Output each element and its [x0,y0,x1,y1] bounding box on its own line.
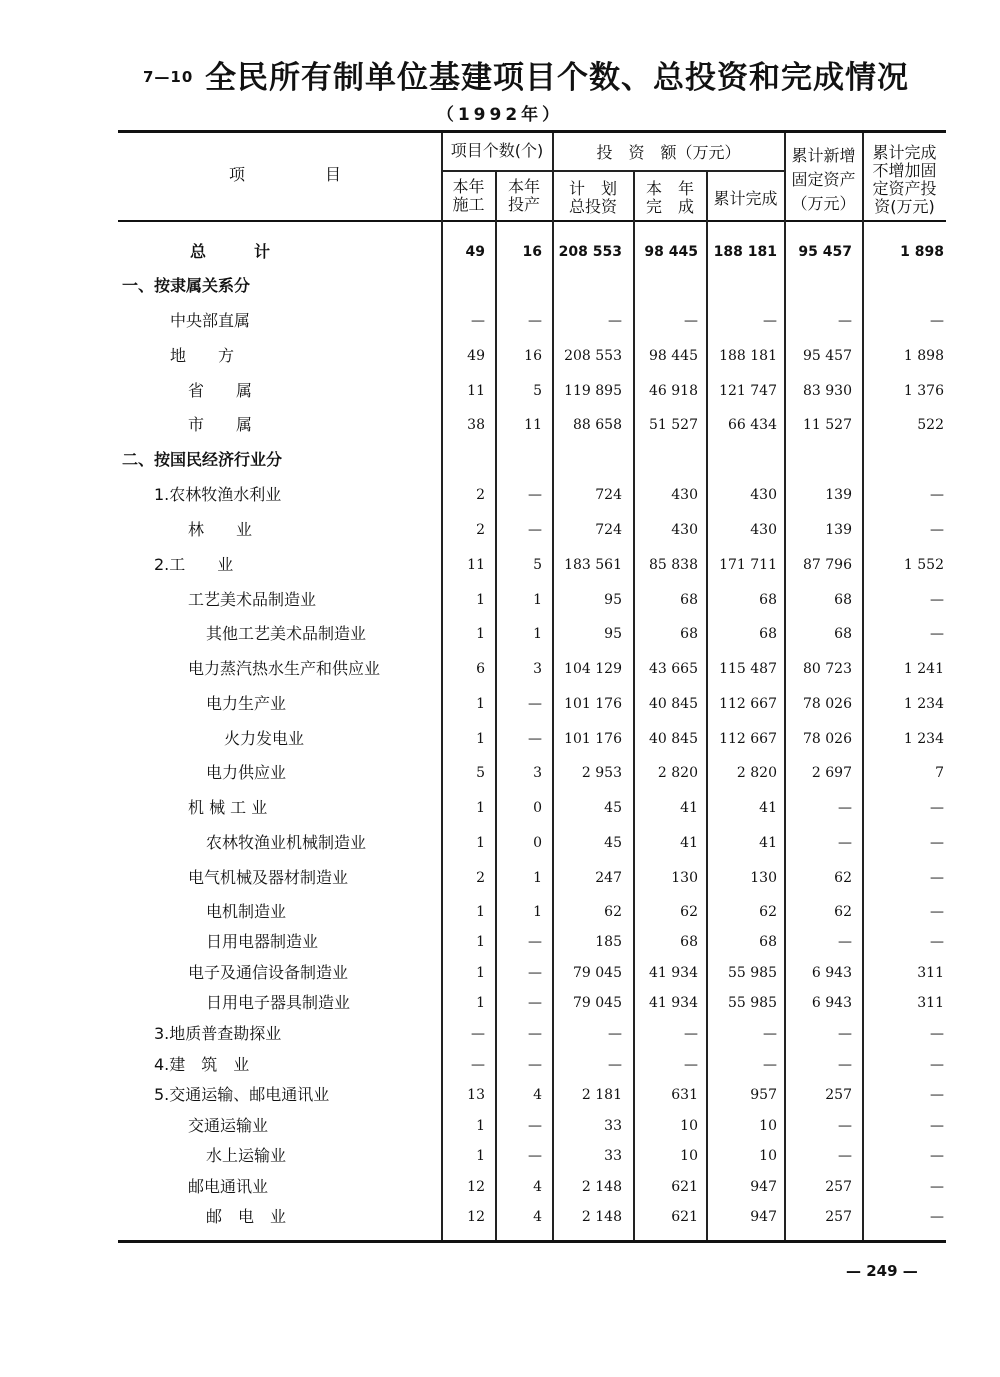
table-row [118,341,946,371]
row-value-col-7: — [930,934,944,950]
row-value-col-4: 98 445 [644,244,698,260]
row-value-col-5: 957 [750,1087,777,1103]
row-value-col-1: 49 [467,348,485,364]
row-value-col-6: 68 [834,592,852,608]
row-value-col-1: 2 [476,487,485,503]
row-value-col-6: — [838,313,852,329]
row-value-col-4: 10 [680,1118,698,1134]
row-value-col-5: 112 667 [719,696,777,712]
table-row [118,1141,946,1171]
row-value-col-4: 41 934 [649,995,698,1011]
row-value-col-1: 1 [476,626,485,642]
row-value-col-1: 2 [476,870,485,886]
header-invest-group: 投 资 额（万元） [596,143,741,162]
row-value-col-2: 1 [533,626,542,642]
row-value-col-1: 1 [476,1118,485,1134]
table-row [118,550,946,580]
row-value-col-5: 55 985 [728,995,777,1011]
row-value-col-5: 430 [750,487,777,503]
row-value-col-7: 522 [917,417,944,433]
row-value-col-5: 66 434 [728,417,777,433]
row-value-col-7: 1 552 [903,557,944,573]
row-value-col-7: — [930,1148,944,1164]
row-value-col-7: — [930,626,944,642]
table-row [118,758,946,788]
table-row [118,724,946,754]
row-value-col-4: 40 845 [649,696,698,712]
table-bottom-rule [118,1240,946,1243]
row-label: 日用电器制造业 [206,932,319,951]
row-value-col-5: 41 [759,835,777,851]
row-value-col-6: 83 930 [803,383,852,399]
row-value-col-4: 41 [680,800,698,816]
row-value-col-3: 2 148 [581,1179,622,1195]
row-value-col-1: 1 [476,934,485,950]
row-value-col-1: 5 [476,765,485,781]
row-label: 地 方 [170,346,235,365]
row-value-col-2: 16 [524,348,542,364]
row-value-col-6: 6 943 [811,995,852,1011]
row-label: 农林牧渔业机械制造业 [206,833,367,852]
table-row [118,1050,946,1080]
row-label: 一、按隶属关系分 [122,276,251,295]
row-value-col-2: — [528,1057,542,1073]
row-value-col-3: — [608,1026,622,1042]
row-value-col-3: 2 181 [581,1087,622,1103]
table-row [118,1172,946,1202]
row-value-col-3: 2 953 [581,765,622,781]
header-count-construct: 本年 施工 [452,177,485,214]
row-label: 交通运输业 [188,1116,269,1135]
row-label: 省 属 [188,381,253,400]
row-value-col-7: — [930,592,944,608]
row-value-col-4: 621 [671,1179,698,1195]
row-value-col-4: 68 [680,934,698,950]
row-value-col-6: — [838,934,852,950]
row-value-col-4: 85 838 [649,557,698,573]
row-value-col-1: 1 [476,800,485,816]
table-row [118,480,946,510]
row-value-col-7: — [930,870,944,886]
row-value-col-7: 7 [935,765,944,781]
row-value-col-3: 79 045 [573,965,622,981]
row-value-col-6: 139 [825,522,852,538]
table-number: 7—10 [143,68,194,86]
row-value-col-3: 95 [604,592,622,608]
row-value-col-1: 38 [467,417,485,433]
row-value-col-1: — [471,313,485,329]
row-label: 工艺美术品制造业 [188,590,317,609]
row-value-col-6: 2 697 [811,765,852,781]
row-value-col-5: 121 747 [719,383,777,399]
row-value-col-3: 104 129 [564,661,622,677]
row-value-col-4: 46 918 [649,383,698,399]
row-value-col-2: 3 [533,661,542,677]
header-bottom-rule [118,220,946,222]
row-value-col-7: 311 [917,995,944,1011]
row-value-col-5: 130 [750,870,777,886]
page-number: — 249 — [846,1262,918,1280]
row-value-col-7: — [930,1057,944,1073]
row-value-col-7: — [930,800,944,816]
row-value-col-6: — [838,835,852,851]
row-value-col-1: 1 [476,995,485,1011]
row-value-col-5: — [763,313,777,329]
row-value-col-7: — [930,1118,944,1134]
row-value-col-7: 1 376 [903,383,944,399]
row-value-col-6: — [838,800,852,816]
row-value-col-2: 16 [522,244,542,260]
row-value-col-4: 68 [680,592,698,608]
row-value-col-3: 119 895 [564,383,622,399]
row-label: 电力生产业 [206,694,287,713]
row-value-col-6: 68 [834,626,852,642]
row-label: 电力供应业 [206,763,287,782]
row-label: 4.建 筑 业 [154,1055,250,1074]
row-value-col-3: 101 176 [564,731,622,747]
row-value-col-7: 1 241 [903,661,944,677]
row-label: 电子及通信设备制造业 [188,963,349,982]
row-value-col-6: 6 943 [811,965,852,981]
row-value-col-1: 11 [467,557,485,573]
row-value-col-1: 1 [476,592,485,608]
row-value-col-3: 208 553 [558,244,622,260]
table-row [118,654,946,684]
row-value-col-5: 68 [759,592,777,608]
row-label: 1.农林牧渔水利业 [154,485,282,504]
row-label: 机 械 工 业 [188,798,268,817]
row-value-col-3: 62 [604,904,622,920]
row-value-col-7: — [930,1179,944,1195]
row-value-col-5: 112 667 [719,731,777,747]
table-row [118,585,946,615]
row-value-col-2: — [528,313,542,329]
row-value-col-7: 1 234 [903,731,944,747]
row-value-col-4: 62 [680,904,698,920]
row-value-col-5: 68 [759,934,777,950]
table-row [118,863,946,893]
row-value-col-4: 130 [671,870,698,886]
row-value-col-1: 1 [476,696,485,712]
row-value-col-6: 11 527 [803,417,852,433]
row-value-col-7: — [930,835,944,851]
row-value-col-3: 724 [595,522,622,538]
row-label: 3.地质普查勘探业 [154,1024,282,1043]
row-value-col-5: 188 181 [719,348,777,364]
row-value-col-6: 139 [825,487,852,503]
table-row [118,306,946,336]
row-value-col-2: — [528,1148,542,1164]
row-value-col-4: 430 [671,487,698,503]
row-value-col-3: 95 [604,626,622,642]
row-label: 电机制造业 [206,902,287,921]
header-new-assets: 累计新增 固定资产 （万元） [791,146,856,213]
table-row [118,927,946,957]
header-plan-total: 计 划 总投资 [568,179,617,216]
row-value-col-2: — [528,965,542,981]
row-value-col-4: 41 934 [649,965,698,981]
row-label: 2.工 业 [154,555,234,574]
row-value-col-1: — [471,1057,485,1073]
row-value-col-4: 40 845 [649,731,698,747]
row-label: 邮 电 业 [206,1207,287,1226]
row-value-col-2: — [528,487,542,503]
table-row [118,237,946,267]
table-row [118,271,946,301]
row-value-col-3: 185 [595,934,622,950]
row-value-col-5: 2 820 [736,765,777,781]
row-value-col-2: 4 [533,1179,542,1195]
row-value-col-6: 257 [825,1209,852,1225]
row-value-col-4: — [684,1057,698,1073]
header-year-done: 本 年 完 成 [645,179,694,216]
table-row [118,410,946,440]
row-value-col-4: 98 445 [649,348,698,364]
row-value-col-3: 724 [595,487,622,503]
row-value-col-1: 1 [476,965,485,981]
row-value-col-5: 430 [750,522,777,538]
row-value-col-4: — [684,1026,698,1042]
table-row [118,445,946,475]
row-value-col-3: 208 553 [564,348,622,364]
row-value-col-7: — [930,487,944,503]
row-value-col-4: 2 820 [657,765,698,781]
row-value-col-3: 2 148 [581,1209,622,1225]
row-value-col-7: — [930,313,944,329]
row-label: 电力蒸汽热水生产和供应业 [188,659,381,678]
row-value-col-1: 1 [476,835,485,851]
row-value-col-2: 1 [533,870,542,886]
row-value-col-7: — [930,1209,944,1225]
row-value-col-5: 188 181 [713,244,777,260]
row-value-col-5: 62 [759,904,777,920]
table-row [118,988,946,1018]
table-row [118,793,946,823]
table-row [118,897,946,927]
row-value-col-3: 45 [604,835,622,851]
row-value-col-2: — [528,995,542,1011]
header-subdivider [441,170,784,172]
row-value-col-5: — [763,1026,777,1042]
row-value-col-4: 68 [680,626,698,642]
row-value-col-6: 95 457 [803,348,852,364]
row-label: 5.交通运输、邮电通讯业 [154,1085,330,1104]
row-value-col-2: — [528,1118,542,1134]
row-value-col-2: 4 [533,1209,542,1225]
table-row [118,1111,946,1141]
row-value-col-1: 6 [476,661,485,677]
table-row [118,1080,946,1110]
row-label: 林 业 [188,520,253,539]
row-value-col-5: 171 711 [719,557,777,573]
row-value-col-6: 78 026 [803,696,852,712]
row-label: 总 计 [190,242,271,261]
row-value-col-5: 10 [759,1118,777,1134]
row-value-col-2: — [528,934,542,950]
row-value-col-6: 62 [834,870,852,886]
header-count-operate: 本年 投产 [507,177,540,214]
row-value-col-2: 1 [533,904,542,920]
row-value-col-4: 41 [680,835,698,851]
row-value-col-6: 95 457 [798,244,852,260]
row-value-col-1: 2 [476,522,485,538]
row-value-col-5: 41 [759,800,777,816]
row-value-col-7: — [930,1026,944,1042]
row-value-col-6: — [838,1148,852,1164]
row-value-col-2: — [528,522,542,538]
row-value-col-3: 33 [604,1118,622,1134]
header-non-asset: 累计完成 不增加固 定资产投 资(万元) [872,143,937,216]
header-count-group: 项目个数(个) [450,141,544,160]
row-value-col-3: 33 [604,1148,622,1164]
row-value-col-3: 183 561 [564,557,622,573]
row-label: 电气机械及器材制造业 [188,868,349,887]
row-value-col-5: 68 [759,626,777,642]
table-row [118,828,946,858]
table-row [118,515,946,545]
row-value-col-4: 631 [671,1087,698,1103]
row-label: 中央部直属 [170,311,251,330]
page-title: 全民所有制单位基建项目个数、总投资和完成情况 [205,60,909,96]
row-value-col-2: 1 [533,592,542,608]
row-value-col-4: 51 527 [649,417,698,433]
row-value-col-2: 0 [533,835,542,851]
table-row [118,619,946,649]
row-value-col-1: 13 [467,1087,485,1103]
row-value-col-1: 12 [467,1179,485,1195]
row-value-col-5: 115 487 [719,661,777,677]
row-label: 邮电通讯业 [188,1177,269,1196]
row-value-col-1: 1 [476,731,485,747]
row-value-col-5: 947 [750,1179,777,1195]
row-value-col-6: 78 026 [803,731,852,747]
table-top-rule [118,130,946,133]
row-label: 日用电子器具制造业 [206,993,351,1012]
table-row [118,689,946,719]
row-value-col-2: 5 [533,557,542,573]
row-value-col-6: — [838,1118,852,1134]
row-value-col-2: — [528,1026,542,1042]
row-value-col-1: 12 [467,1209,485,1225]
row-value-col-4: 10 [680,1148,698,1164]
row-value-col-6: 62 [834,904,852,920]
row-value-col-7: — [930,522,944,538]
row-value-col-1: 1 [476,904,485,920]
row-value-col-1: 49 [465,244,485,260]
row-value-col-2: 0 [533,800,542,816]
row-value-col-2: 11 [524,417,542,433]
row-value-col-2: 4 [533,1087,542,1103]
row-value-col-7: — [930,904,944,920]
row-label: 市 属 [188,415,253,434]
row-value-col-3: 101 176 [564,696,622,712]
row-value-col-6: 257 [825,1179,852,1195]
year-subtitle: （1992年） [436,105,564,125]
row-value-col-1: 1 [476,1148,485,1164]
row-label: 火力发电业 [224,729,305,748]
row-label: 水上运输业 [206,1146,287,1165]
row-value-col-7: 1 898 [903,348,944,364]
row-value-col-6: — [838,1026,852,1042]
row-value-col-3: 247 [595,870,622,886]
row-value-col-4: 43 665 [649,661,698,677]
row-value-col-6: 80 723 [803,661,852,677]
row-value-col-5: 55 985 [728,965,777,981]
row-value-col-3: 45 [604,800,622,816]
row-value-col-7: 1 234 [903,696,944,712]
row-label: 其他工艺美术品制造业 [206,624,367,643]
table-row [118,376,946,406]
table-row [118,1202,946,1232]
row-value-col-1: 11 [467,383,485,399]
row-value-col-6: 87 796 [803,557,852,573]
row-value-col-5: 10 [759,1148,777,1164]
row-value-col-7: 1 898 [900,244,944,260]
row-value-col-2: 5 [533,383,542,399]
row-value-col-4: 621 [671,1209,698,1225]
row-value-col-2: — [528,731,542,747]
row-value-col-3: 88 658 [573,417,622,433]
row-value-col-5: 947 [750,1209,777,1225]
row-value-col-5: — [763,1057,777,1073]
row-value-col-3: — [608,313,622,329]
row-label: 二、按国民经济行业分 [122,450,283,469]
row-value-col-2: — [528,696,542,712]
row-value-col-4: — [684,313,698,329]
row-value-col-7: 311 [917,965,944,981]
row-value-col-2: 3 [533,765,542,781]
table-row [118,958,946,988]
row-value-col-6: — [838,1057,852,1073]
table-row [118,1019,946,1049]
row-value-col-4: 430 [671,522,698,538]
header-item: 项 目 [228,165,341,184]
row-value-col-6: 257 [825,1087,852,1103]
row-value-col-1: — [471,1026,485,1042]
row-value-col-3: 79 045 [573,995,622,1011]
header-cum-done: 累计完成 [713,189,778,208]
row-value-col-7: — [930,1087,944,1103]
row-value-col-3: — [608,1057,622,1073]
